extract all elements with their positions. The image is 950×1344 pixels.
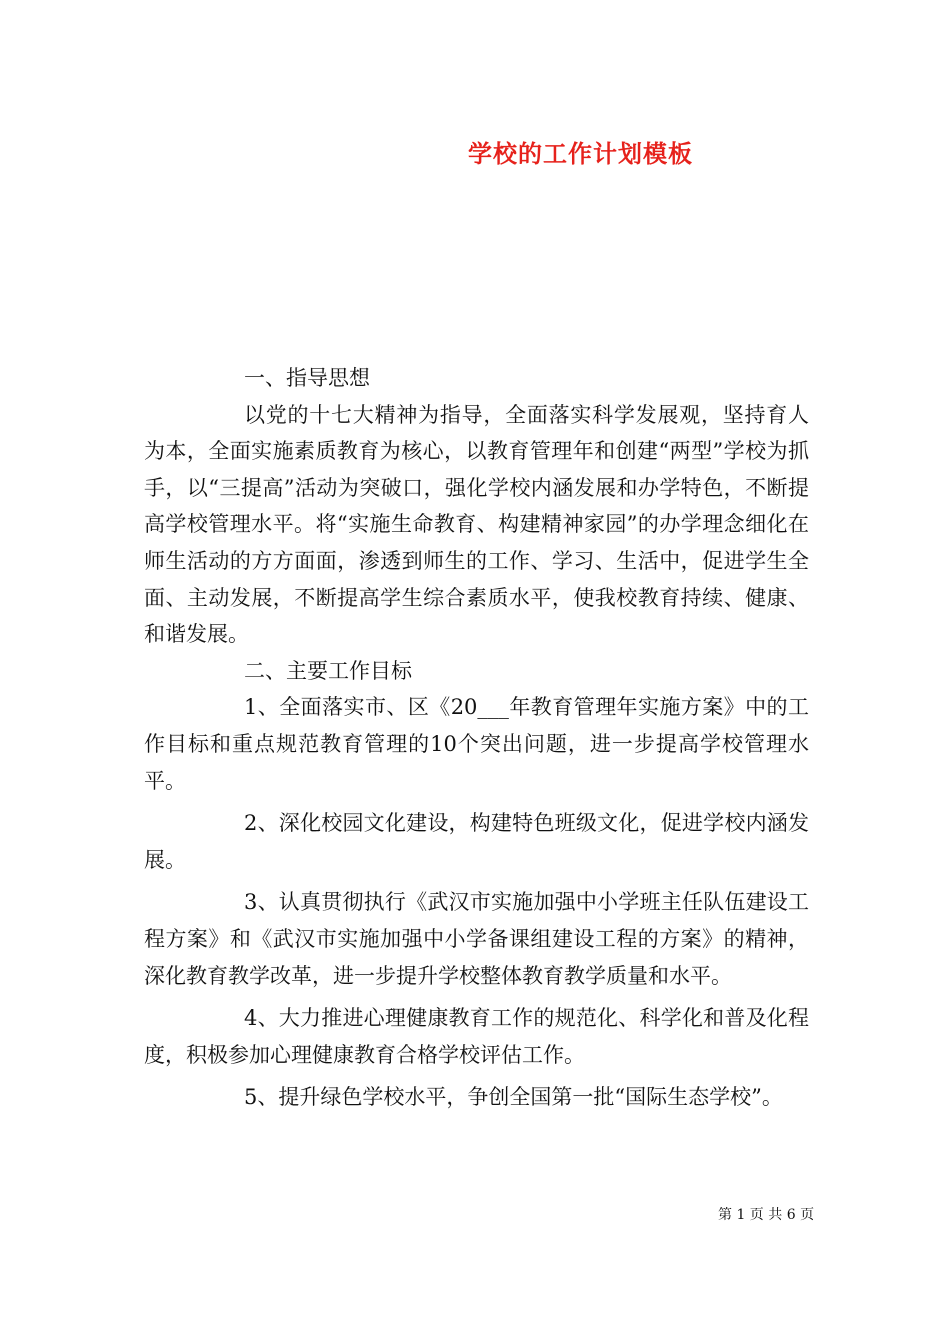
page-number-footer: 第 1 页 共 6 页 [718, 1207, 815, 1223]
goal-item-3: 3、认真贯彻执行《武汉市实施加强中小学班主任队伍建设工程方案》和《武汉市实施加强中小学备课组建设工程的方案》的精神，深化教育教学改革，进一步提升学校整体教育教学质量和水平。 [144, 890, 809, 988]
goal-item-5: 5、提升绿色学校水平，争创全国第一批“国际生态学校”。 [244, 1085, 783, 1110]
paragraph-guiding-ideology: 以党的十七大精神为指导，全面落实科学发展观，坚持育人为本，全面实施素质教育为核心，以教育管理年和创建“两型”学校为抓手，以“三提高”活动为突破口，强化学校内涵发展和办学特色，不断提高学校管理水平。将“实施生命教育、构建精神家园”的办学理念细化在师生活动的方方面面，渗透到师生的工作、学习、生活中，促进学生全面、主动发展，不断提高学生综合素质水平，使我校教育持续、健康、和谐发展。 [144, 402, 809, 647]
section-heading-main-goals: 二、主要工作目标 [244, 658, 412, 683]
goal-item-2: 2、深化校园文化建设，构建特色班级文化，促进学校内涵发展。 [144, 811, 809, 872]
goal-item-4: 4、大力推进心理健康教育工作的规范化、科学化和普及化程度，积极参加心理健康教育合格学校评估工作。 [144, 1006, 809, 1067]
document-body [144, 360, 809, 1116]
document-title: 学校的工作计划模板 [468, 139, 693, 168]
section-heading-guiding-ideology: 一、指导思想 [244, 366, 370, 390]
goal-item-1: 1、全面落实市、区《20___年教育管理年实施方案》中的工作目标和重点规范教育管理的10个突出问题，进一步提高学校管理水平。 [144, 695, 809, 793]
